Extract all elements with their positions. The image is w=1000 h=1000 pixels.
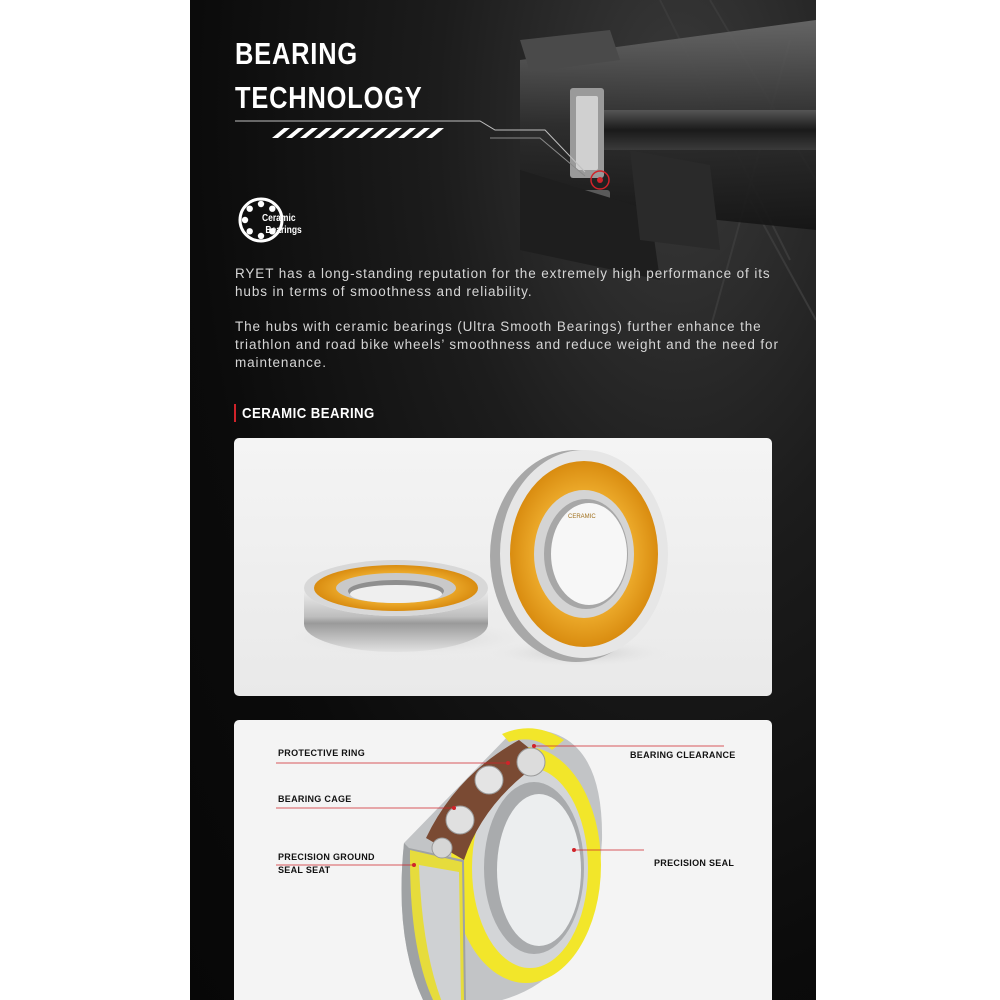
title-line-2: TECHNOLOGY: [235, 80, 423, 115]
badge-line-2: Bearings: [265, 225, 302, 236]
page-title: [235, 32, 423, 120]
section-title: CERAMIC BEARING: [242, 404, 375, 422]
badge-line-1: Ceramic: [262, 213, 296, 224]
ceramic-bearing-photo: [234, 438, 772, 696]
intro-text: [235, 265, 795, 389]
bearing-right: [490, 450, 668, 662]
intro-paragraph-1: RYET has a long-standing reputation for the extremely high performance of its hubs in terms of smoothness and reliability.: [235, 266, 771, 299]
label-precision-ground-seal-seat: [278, 851, 375, 877]
product-feature-panel: [190, 0, 816, 1000]
label-precision-ground-line2: SEAL SEAT: [278, 865, 331, 875]
label-bearing-cage: BEARING CAGE: [278, 794, 352, 804]
intro-paragraph-2: The hubs with ceramic bearings (Ultra Smooth Bearings) further enhance the triathlon and road bike wheels’ smoothness and reduce weight and the need for maintenance.: [235, 319, 779, 370]
section-accent-bar: [234, 404, 236, 422]
bearing-left: [304, 560, 488, 652]
ceramic-bearings-badge-label: [262, 213, 302, 237]
bearing-anatomy-diagram: [234, 720, 772, 1000]
bearings-illustration: [234, 438, 772, 696]
label-precision-seal: PRECISION SEAL: [654, 858, 735, 868]
section-header: [234, 404, 393, 422]
label-bearing-clearance: BEARING CLEARANCE: [630, 750, 736, 760]
label-protective-ring: PROTECTIVE RING: [278, 748, 366, 758]
title-line-1: BEARING: [235, 36, 358, 71]
label-precision-ground-line1: PRECISION GROUND: [278, 852, 375, 862]
bearing-ring-text: CERAMIC: [568, 514, 596, 520]
